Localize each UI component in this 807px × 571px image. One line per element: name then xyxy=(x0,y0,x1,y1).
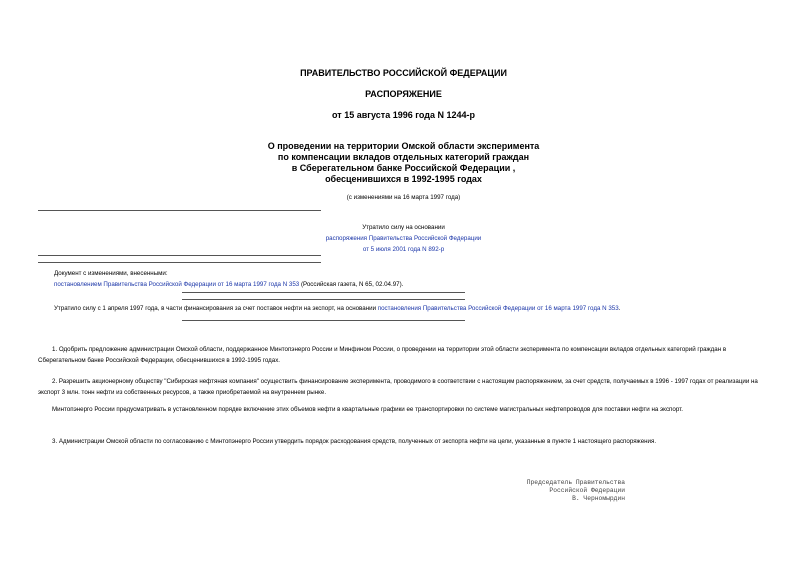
title-line: О проведении на территории Омской области эксперимента xyxy=(267,141,540,151)
signature-block xyxy=(460,479,625,503)
paragraph-1: 1. Одобрить предложение администрации Омской области, поддержанное Минтопэнерго России и Минфином России, о проведении на территории этой области эксперимента по компенсации вкладов отдельных категорий граждан в Сберегательном банке Российской Федерации, обесценившихся в 1992-1995 годах. xyxy=(38,346,727,364)
divider xyxy=(38,210,321,211)
amendments-label: Документ с изменениями, внесенными: xyxy=(54,270,168,277)
amendments-source: (Российская газета, N 65, 02.04.97). xyxy=(299,281,404,288)
repeal-text: Утратило силу на основании xyxy=(362,224,445,231)
amendments-line xyxy=(54,279,403,290)
signature-name: В. Черномырдин xyxy=(572,495,625,502)
repeal-block xyxy=(0,222,807,255)
divider xyxy=(38,262,321,263)
document-date-number: от 15 августа 1996 года N 1244-р xyxy=(332,110,475,120)
repeal-link-date[interactable]: от 5 июля 2001 года N 892-р xyxy=(362,246,445,253)
title-line: обесценившихся в 1992-1995 годах xyxy=(325,174,482,184)
paragraph-2: 2. Разрешить акционерному обществу "Сибирская нефтяная компания" осуществить финансирование эксперимента, проводимого в соответствии с настоящим распоряжением, за счет средств, получаемых в 1996 - 1997 годах от реализации на экспорт 3 млн. тонн нефти из собственных ресурсов, а также приобретаемой на внутреннем рынке. xyxy=(38,378,758,396)
document-type: РАСПОРЯЖЕНИЕ xyxy=(365,89,442,99)
partial-repeal xyxy=(54,305,620,314)
title-line: по компенсации вкладов отдельных категорий граждан xyxy=(277,152,530,162)
document-title xyxy=(0,141,807,185)
repeal-link[interactable]: распоряжения Правительства Российской Федерации xyxy=(325,235,482,242)
divider xyxy=(38,255,321,256)
title-line: в Сберегательном банке Российской Федерации , xyxy=(291,163,516,173)
changes-note: (с изменениями на 16 марта 1997 года) xyxy=(346,194,461,201)
partial-repeal-end: . xyxy=(618,305,621,312)
paragraph-3: 3. Администрации Омской области по согласованию с Минтопэнерго России утвердить порядок расходования средств, полученных от экспорта нефти на цели, указанные в пункте 1 настоящего распоряжения. xyxy=(52,438,657,445)
divider xyxy=(182,320,465,321)
paragraph-2-continuation: Минтопэнерго России предусматривать в установленном порядке включение этих объемов нефти в квартальные графики ее транспортировки по системе магистральных нефтепроводов для поставки нефти на экспорт. xyxy=(52,406,684,413)
signature-title: Председатель Правительства xyxy=(526,479,625,486)
amendments-block xyxy=(54,268,403,290)
partial-repeal-text: Утратило силу с 1 апреля 1997 года, в части финансирования за счет поставок нефти на экспорт, на основании xyxy=(54,305,378,312)
government-name: ПРАВИТЕЛЬСТВО РОССИЙСКОЙ ФЕДЕРАЦИИ xyxy=(300,68,507,78)
divider xyxy=(182,292,465,293)
signature-country: Российской Федерации xyxy=(549,487,625,494)
amendments-link[interactable]: постановлением Правительства Российской Федерации от 16 марта 1997 года N 353 xyxy=(54,281,300,288)
partial-repeal-link[interactable]: постановления Правительства Российской Федерации от 16 марта 1997 года N 353 xyxy=(377,305,619,312)
divider xyxy=(182,299,465,300)
